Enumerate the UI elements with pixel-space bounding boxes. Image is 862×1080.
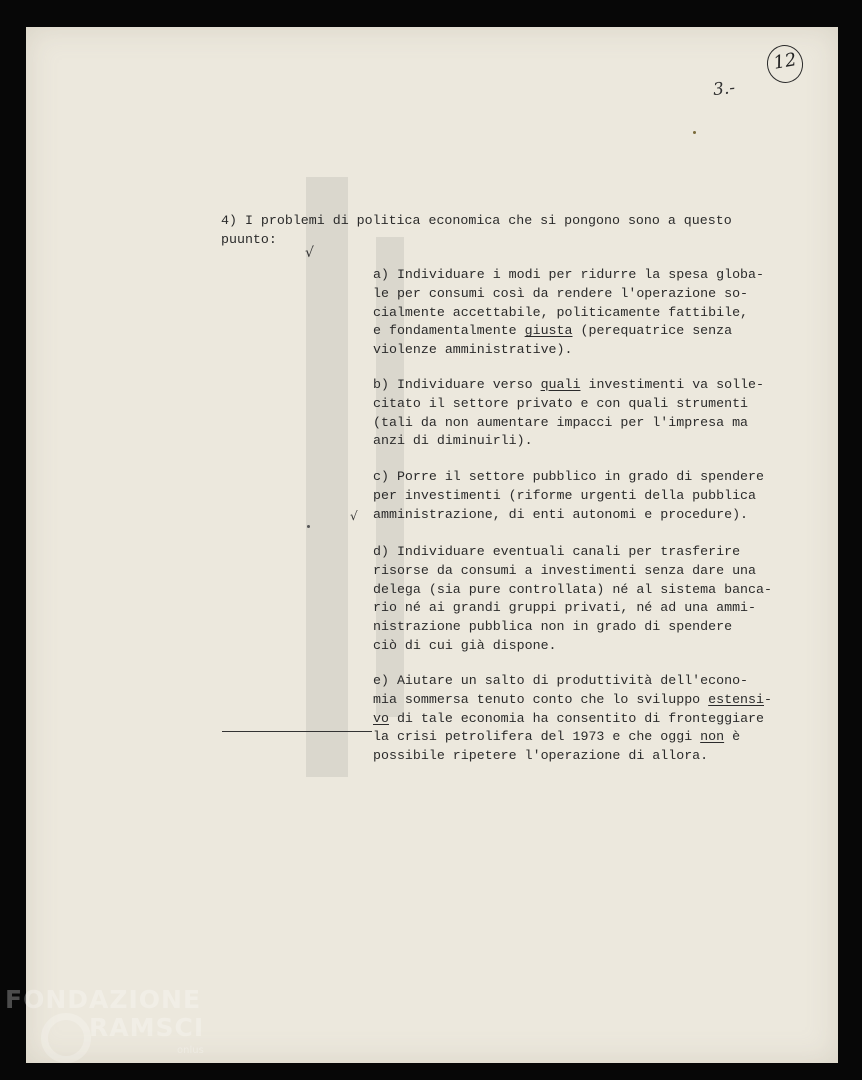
text-line: b) Individuare verso quali investimenti va solle- <box>373 377 765 392</box>
text-line: le per consumi così da rendere l'operazione so- <box>373 285 749 301</box>
text-line: amministrazione, di enti autonomi e procedure). <box>373 506 749 522</box>
watermark-line2: RAMSCI <box>89 1013 205 1042</box>
text-line: delega (sia pure controllata) né al sistema banca- <box>373 581 772 597</box>
watermark-line1: FONDAZIONE <box>5 985 202 1014</box>
text-line: la crisi petrolifera del 1973 e che oggi non è <box>373 729 741 745</box>
text-line: nistrazione pubblica non in grado di spendere <box>373 619 733 635</box>
text-line: (tali da non aumentare impacci per l'impresa ma <box>373 414 749 430</box>
text-line: rio né ai grandi gruppi privati, né ad una ammi- <box>373 600 757 616</box>
text-line: ciò di cui già dispone. <box>373 637 557 653</box>
check-mark: √ <box>350 509 358 523</box>
intro-line: puunto: <box>221 231 277 247</box>
text-line: e) Aiutare un salto di produttività dell'econo- <box>373 673 749 688</box>
text-line: cialmente accettabile, politicamente fattibile, <box>373 304 749 320</box>
page-number: 12 <box>771 49 799 74</box>
check-mark: √ <box>305 245 314 261</box>
margin-rule <box>222 731 372 732</box>
ink-dot <box>693 131 696 134</box>
text-line: d) Individuare eventuali canali per trasferire <box>373 544 741 559</box>
watermark-line3: onlus <box>177 1045 204 1056</box>
text-line: mia sommersa tenuto conto che lo sviluppo estensi- <box>373 691 772 707</box>
list-item-b <box>373 376 764 451</box>
list-item-a <box>373 266 764 360</box>
text-line: citato il settore privato e con quali strumenti <box>373 395 749 411</box>
text-line: per investimenti (riforme urgenti della pubblica <box>373 487 757 503</box>
intro-paragraph <box>221 212 732 250</box>
intro-line: 4) I problemi di politica economica che si pongono sono a questo <box>221 213 732 228</box>
text-line: e fondamentalmente giusta (perequatrice senza <box>373 323 733 339</box>
text-line: violenze amministrative). <box>373 342 573 358</box>
text-line: vo di tale economia ha consentito di fronteggiare <box>373 710 765 726</box>
document-page <box>26 27 838 1063</box>
text-line: c) Porre il settore pubblico in grado di spendere <box>373 469 764 484</box>
text-line: a) Individuare i modi per ridurre la spesa globa- <box>373 267 764 282</box>
section-mark: 3.- <box>712 77 736 101</box>
text-line: possibile ripetere l'operazione di allora. <box>373 748 709 764</box>
list-item-e <box>373 672 772 766</box>
list-item-c <box>373 468 764 524</box>
text-line: risorse da consumi a investimenti senza dare una <box>373 562 757 578</box>
list-item-d <box>373 543 772 656</box>
ink-dot <box>307 525 310 528</box>
text-line: anzi di diminuirli). <box>373 433 533 449</box>
